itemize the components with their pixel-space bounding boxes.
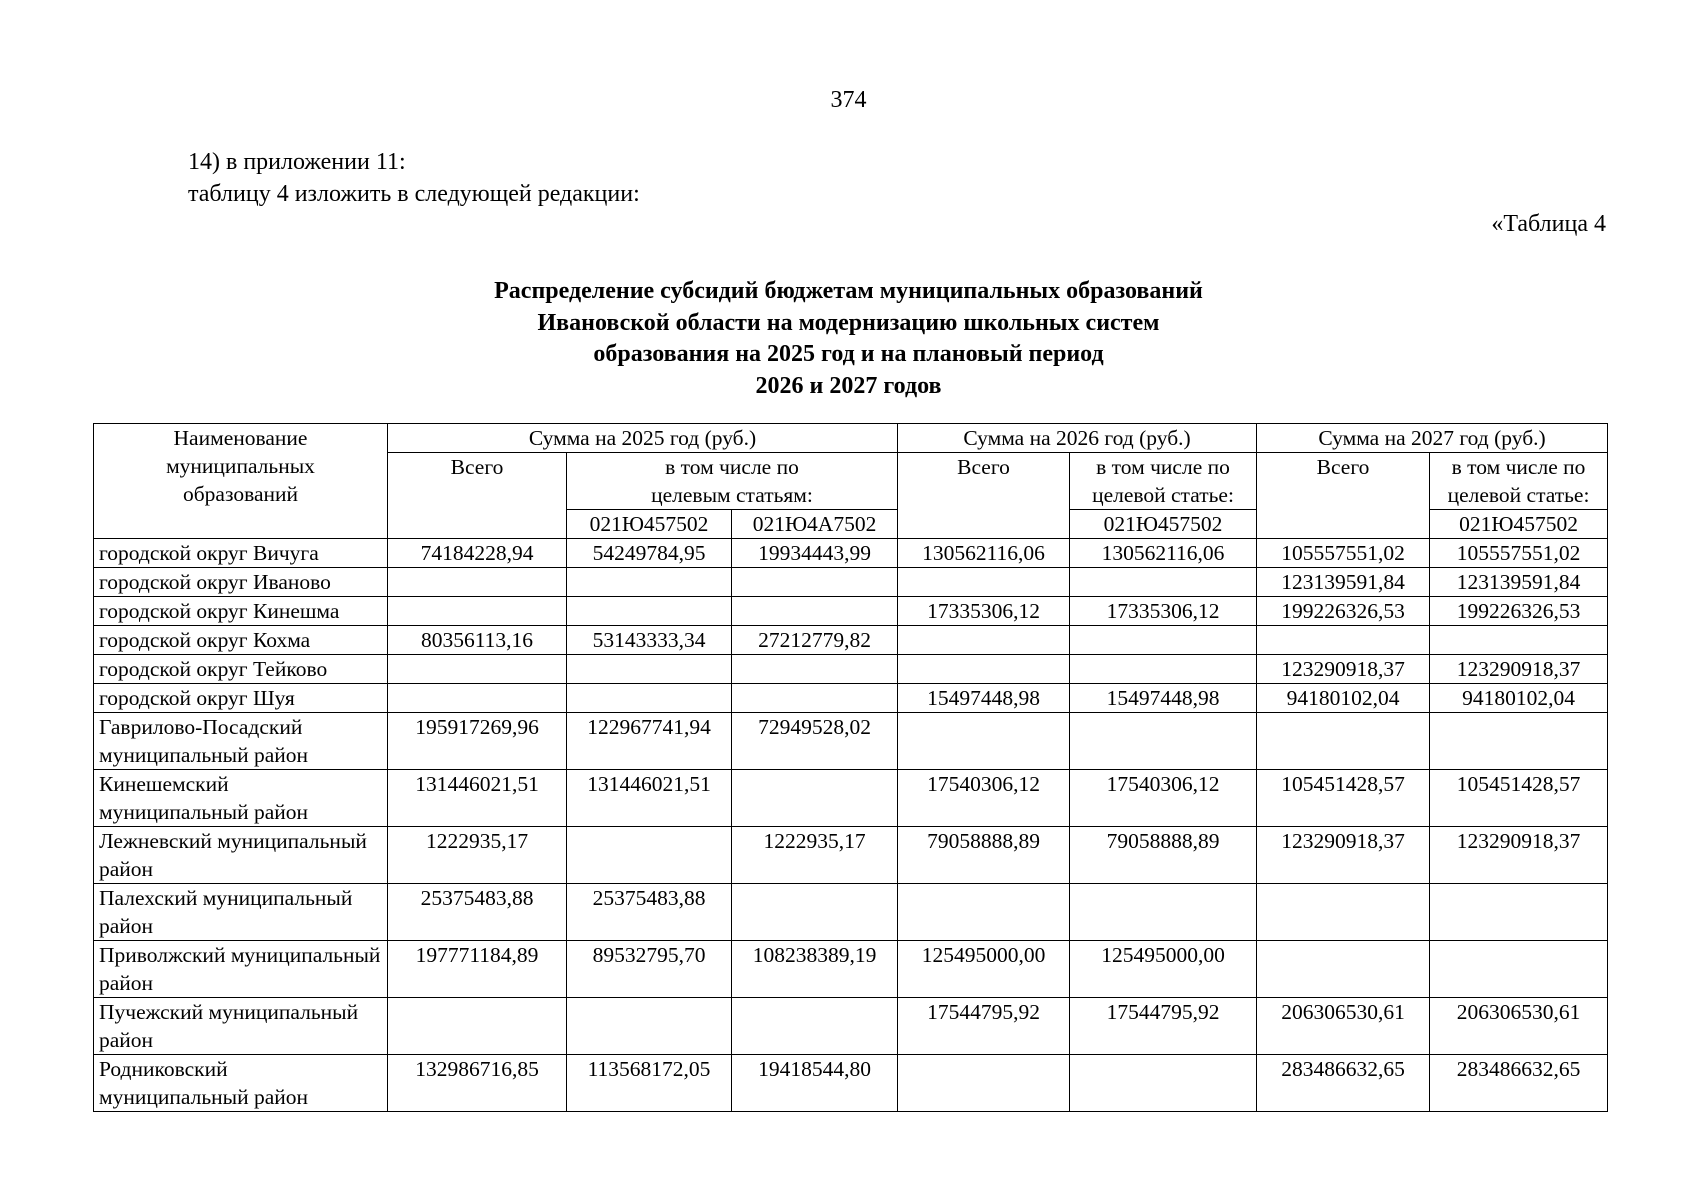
amount-cell-a25: 113568172,05 [567,1055,732,1112]
amount-cell-b25: 19418544,80 [732,1055,898,1112]
municipality-name: городской округ Вичуга [94,539,388,568]
amount-cell-a27 [1430,884,1608,941]
amount-cell-t26 [898,1055,1070,1112]
amount-cell-b25: 1222935,17 [732,827,898,884]
municipality-name: Палехский муниципальный район [94,884,388,941]
municipality-name: Приволжский муниципальный район [94,941,388,998]
header-code-2027: 021Ю457502 [1430,510,1608,539]
amount-cell-a26 [1070,655,1257,684]
amount-cell-t25: 80356113,16 [388,626,567,655]
amount-cell-b25 [732,770,898,827]
amount-cell-a26: 79058888,89 [1070,827,1257,884]
document-title [0,276,1697,402]
amount-cell-t27: 123290918,37 [1257,655,1430,684]
amount-cell-t27 [1257,884,1430,941]
amount-cell-a26 [1070,568,1257,597]
municipality-name: Лежневский муниципальный район [94,827,388,884]
table-row [94,884,1608,941]
intro-text [188,146,640,210]
amount-cell-t26 [898,655,1070,684]
amount-cell-t25 [388,655,567,684]
amount-cell-a25: 54249784,95 [567,539,732,568]
amount-cell-t26: 15497448,98 [898,684,1070,713]
table-row [94,684,1608,713]
amount-cell-a25 [567,684,732,713]
amount-cell-t27: 199226326,53 [1257,597,1430,626]
intro-line-1: 14) в приложении 11: [188,149,406,175]
header-sum-2025: Сумма на 2025 год (руб.) [388,424,898,453]
municipality-name: городской округ Кинешма [94,597,388,626]
amount-cell-t27: 123139591,84 [1257,568,1430,597]
amount-cell-t25: 25375483,88 [388,884,567,941]
amount-cell-a25: 25375483,88 [567,884,732,941]
amount-cell-a25 [567,597,732,626]
amount-cell-a25 [567,568,732,597]
amount-cell-a27: 105557551,02 [1430,539,1608,568]
amount-cell-t26: 17540306,12 [898,770,1070,827]
title-line-2: Ивановской области на модернизацию школьных систем [537,309,1160,336]
amount-cell-a25: 122967741,94 [567,713,732,770]
header-name-column: Наименование муниципальных образований [94,424,388,539]
amount-cell-t27: 206306530,61 [1257,998,1430,1055]
header-including-2026: в том числе по целевой статье: [1070,453,1257,510]
table-row [94,998,1608,1055]
subsidies-table [93,423,1608,1112]
amount-cell-a25: 131446021,51 [567,770,732,827]
header-code-2026: 021Ю457502 [1070,510,1257,539]
amount-cell-a25: 89532795,70 [567,941,732,998]
amount-cell-a25 [567,827,732,884]
header-total-2027: Всего [1257,453,1430,539]
amount-cell-a26: 17335306,12 [1070,597,1257,626]
amount-cell-t27: 94180102,04 [1257,684,1430,713]
header-sum-2027: Сумма на 2027 год (руб.) [1257,424,1608,453]
amount-cell-a27: 123290918,37 [1430,827,1608,884]
amount-cell-t25: 74184228,94 [388,539,567,568]
amount-cell-b25 [732,684,898,713]
title-line-4: 2026 и 2027 годов [755,372,942,399]
municipality-name: Гаврилово-Посадский муниципальный район [94,713,388,770]
table-row [94,655,1608,684]
amount-cell-a26: 17540306,12 [1070,770,1257,827]
intro-line-2: таблицу 4 изложить в следующей редакции: [188,181,640,207]
amount-cell-t25 [388,998,567,1055]
amount-cell-t26 [898,568,1070,597]
amount-cell-t25: 197771184,89 [388,941,567,998]
amount-cell-t26: 79058888,89 [898,827,1070,884]
header-including-2025: в том числе по целевым статьям: [567,453,898,510]
amount-cell-a27: 123139591,84 [1430,568,1608,597]
amount-cell-t25: 195917269,96 [388,713,567,770]
table-row [94,827,1608,884]
amount-cell-t27: 105451428,57 [1257,770,1430,827]
amount-cell-t26: 17544795,92 [898,998,1070,1055]
amount-cell-a27: 94180102,04 [1430,684,1608,713]
table-row [94,1055,1608,1112]
amount-cell-t25: 132986716,85 [388,1055,567,1112]
page-number: 374 [830,87,867,113]
amount-cell-a26: 125495000,00 [1070,941,1257,998]
amount-cell-t26: 130562116,06 [898,539,1070,568]
table-body [94,539,1608,1112]
amount-cell-b25 [732,568,898,597]
municipality-name: городской округ Иваново [94,568,388,597]
amount-cell-t25 [388,684,567,713]
amount-cell-a26 [1070,1055,1257,1112]
amount-cell-t26 [898,626,1070,655]
amount-cell-t27: 123290918,37 [1257,827,1430,884]
table-row [94,597,1608,626]
amount-cell-t27: 105557551,02 [1257,539,1430,568]
amount-cell-a26 [1070,713,1257,770]
municipality-name: городской округ Кохма [94,626,388,655]
title-line-1: Распределение субсидий бюджетам муниципальных образований [494,278,1203,304]
amount-cell-a27 [1430,713,1608,770]
amount-cell-t27 [1257,713,1430,770]
amount-cell-b25: 27212779,82 [732,626,898,655]
amount-cell-b25: 108238389,19 [732,941,898,998]
amount-cell-b25 [732,884,898,941]
amount-cell-b25 [732,998,898,1055]
header-including-2027: в том числе по целевой статье: [1430,453,1608,510]
table-row [94,941,1608,998]
table-row [94,539,1608,568]
amount-cell-a27: 283486632,65 [1430,1055,1608,1112]
amount-cell-t27: 283486632,65 [1257,1055,1430,1112]
title-line-3: образования на 2025 год и на плановый период [593,341,1104,367]
header-total-2026: Всего [898,453,1070,539]
header-sum-2026: Сумма на 2026 год (руб.) [898,424,1257,453]
amount-cell-b25 [732,655,898,684]
amount-cell-a27 [1430,941,1608,998]
amount-cell-t27 [1257,626,1430,655]
amount-cell-b25: 72949528,02 [732,713,898,770]
amount-cell-t26: 17335306,12 [898,597,1070,626]
amount-cell-t25 [388,568,567,597]
amount-cell-t25 [388,597,567,626]
municipality-name: городской округ Тейково [94,655,388,684]
amount-cell-a26: 130562116,06 [1070,539,1257,568]
amount-cell-a26 [1070,626,1257,655]
amount-cell-a26: 15497448,98 [1070,684,1257,713]
amount-cell-t26: 125495000,00 [898,941,1070,998]
header-code-021u4a7502: 021Ю4А7502 [732,510,898,539]
header-total-2025: Всего [388,453,567,539]
amount-cell-a26 [1070,884,1257,941]
table-row [94,770,1608,827]
amount-cell-t25: 131446021,51 [388,770,567,827]
amount-cell-b25: 19934443,99 [732,539,898,568]
amount-cell-t27 [1257,941,1430,998]
table-row [94,568,1608,597]
amount-cell-a25 [567,998,732,1055]
amount-cell-a27: 206306530,61 [1430,998,1608,1055]
amount-cell-a27: 123290918,37 [1430,655,1608,684]
amount-cell-a25: 53143333,34 [567,626,732,655]
amount-cell-t26 [898,713,1070,770]
amount-cell-t25: 1222935,17 [388,827,567,884]
municipality-name: городской округ Шуя [94,684,388,713]
amount-cell-t26 [898,884,1070,941]
table-label: «Таблица 4 [1491,211,1606,237]
amount-cell-a27: 199226326,53 [1430,597,1608,626]
table-row [94,626,1608,655]
municipality-name: Пучежский муниципальный район [94,998,388,1055]
amount-cell-a25 [567,655,732,684]
table-row [94,713,1608,770]
amount-cell-b25 [732,597,898,626]
municipality-name: Кинешемский муниципальный район [94,770,388,827]
header-code-021u457502: 021Ю457502 [567,510,732,539]
amount-cell-a26: 17544795,92 [1070,998,1257,1055]
municipality-name: Родниковский муниципальный район [94,1055,388,1112]
amount-cell-a27 [1430,626,1608,655]
amount-cell-a27: 105451428,57 [1430,770,1608,827]
